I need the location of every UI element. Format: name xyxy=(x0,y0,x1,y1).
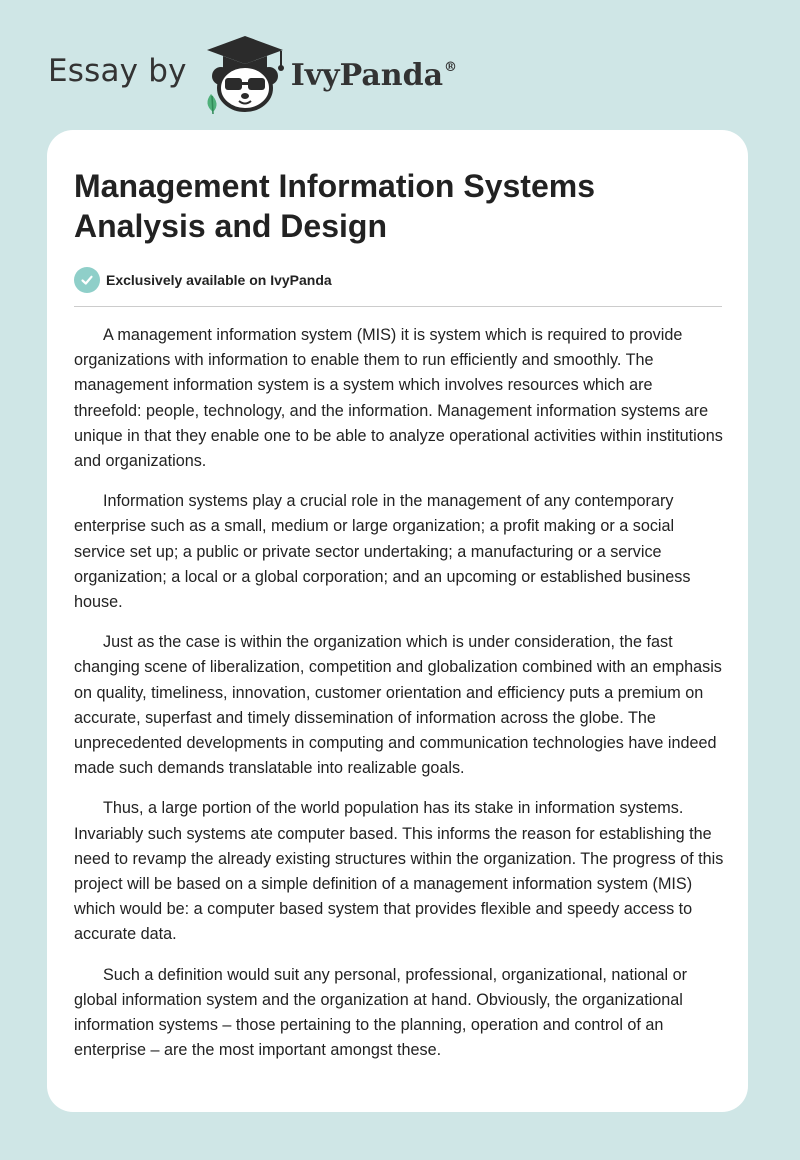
paragraph: A management information system (MIS) it is system which is required to provide organizations with information to enable them to run efficiently and smoothly. The management information system is a system which involves resources which are threefold: people, technology, and the information. Management information systems are unique in that they enable one to be able to analyze operational activities within institutions and organizations. xyxy=(74,326,723,471)
panda-graduation-cap-icon xyxy=(201,34,289,114)
page-title: Management Information Systems Analysis and Design xyxy=(74,168,595,244)
paragraph: Information systems play a crucial role in the management of any contemporary enterprise such as a small, medium or large organization; a profit making or a social service set up; a public or private sector undertaking; a manufacturing or a service organization; a local or a global corporation; and an upcoming or established business house. xyxy=(74,492,691,612)
divider xyxy=(74,306,722,307)
essay-body xyxy=(74,323,724,1063)
paragraph: Thus, a large portion of the world population has its stake in information systems. Invariably such systems ate computer based. This informs the reason for establishing the need to revamp the already existing structures within the organization. The progress of this project will be based on a simple definition of a management information system (MIS) which would be: a computer based system that provides flexible and speedy access to accurate data. xyxy=(74,799,724,944)
paragraph: Such a definition would suit any personal, professional, organizational, national or global information system and the organization at hand. Obviously, the organizational information systems – those pertaining to the planning, operation and control of an enterprise – are the most important amongst these. xyxy=(74,965,688,1060)
check-circle-icon xyxy=(74,267,100,293)
essay-by-label: Essay by xyxy=(48,53,187,89)
exclusive-label: Exclusively available on IvyPanda xyxy=(106,272,332,288)
paragraph: Just as the case is within the organization which is under consideration, the fast changing scene of liberalization, competition and globalization combined with an emphasis on quality, timeliness, innovation, customer orientation and efficiency puts a premium on accurate, superfast and timely dissemination of information across the globe. The unprecedented developments in computing and communication technologies have indeed made such demands translatable into realizable goals. xyxy=(74,633,722,778)
site-header xyxy=(48,34,457,114)
exclusive-badge xyxy=(74,266,722,294)
essay-card xyxy=(47,130,748,1112)
brand-name[interactable]: IvyPanda® xyxy=(290,57,458,93)
registered-mark: ® xyxy=(444,59,458,75)
